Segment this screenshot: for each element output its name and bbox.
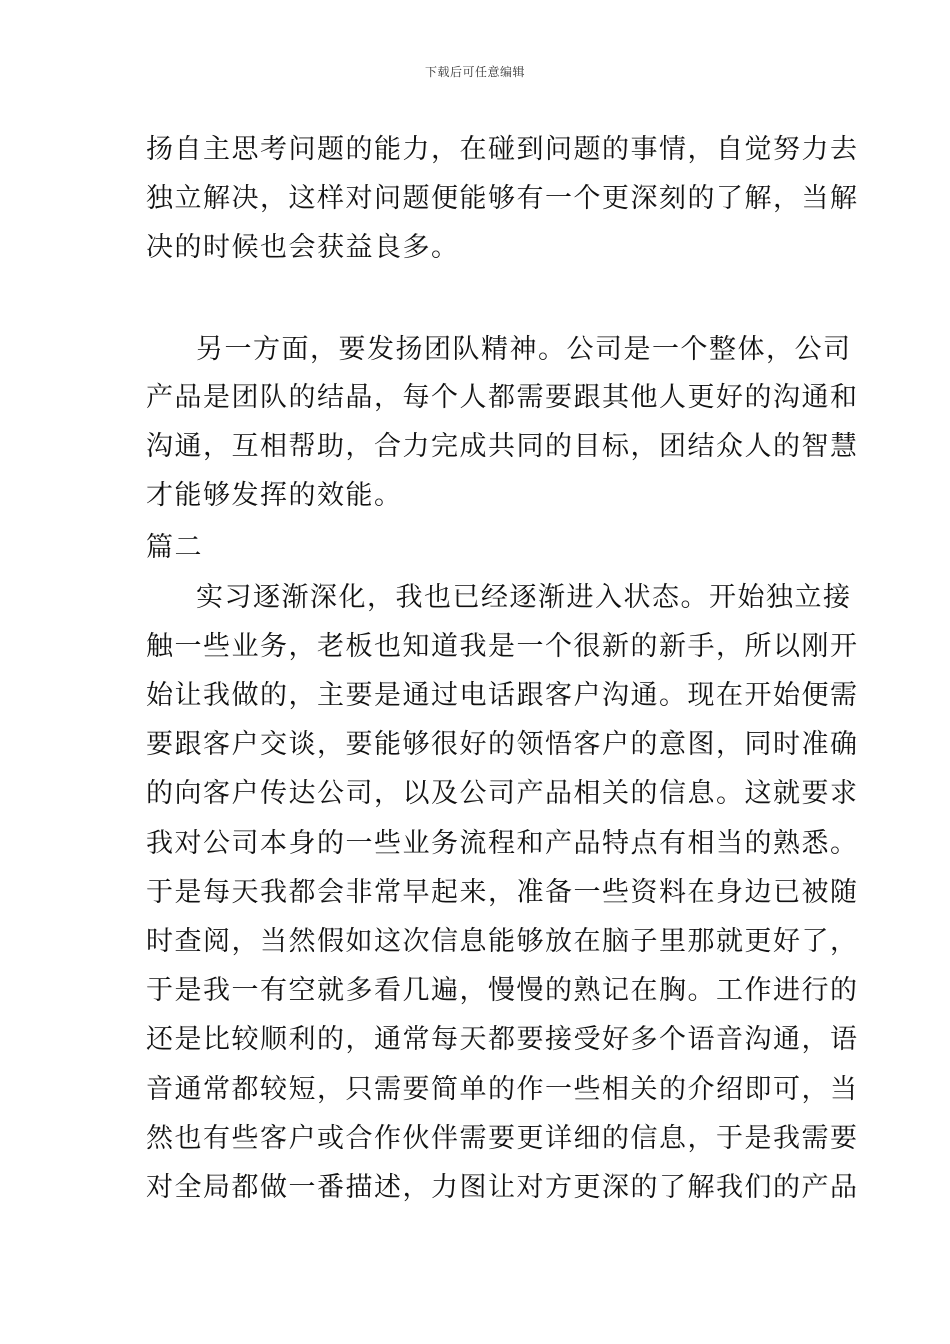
text-line: 决的时候也会获益良多。 [146,232,460,263]
paragraph-first-line: 另一方面，要发扬团队精神。公司是一个整体，公司 [196,334,852,365]
text-line: 于是我一有空就多看几遍，慢慢的熟记在胸。工作进行的 [146,975,859,1006]
page-header: 下载后可任意编辑 [424,65,525,79]
section-heading: 篇二 [146,532,203,563]
text-line: 才能够发挥的效能。 [146,480,403,511]
text-line: 独立解决，这样对问题便能够有一个更深刻的了解，当解 [146,183,859,214]
text-line: 扬自主思考问题的能力，在碰到问题的事情，自觉努力去 [146,134,859,165]
text-line: 还是比较顺利的，通常每天都要接受好多个语音沟通，语 [146,1024,859,1055]
text-line: 音通常都较短，只需要简单的作一些相关的介绍即可，当 [146,1074,859,1105]
text-line: 触一些业务，老板也知道我是一个很新的新手，所以刚开 [146,631,859,662]
text-line: 时查阅，当然假如这次信息能够放在脑子里那就更好了， [146,926,859,957]
text-line: 沟通，互相帮助，合力完成共同的目标，团结众人的智慧 [146,431,859,462]
text-line: 我对公司本身的一些业务流程和产品特点有相当的熟悉。 [146,828,859,859]
text-line: 产品是团队的结晶，每个人都需要跟其他人更好的沟通和 [146,382,859,413]
text-line: 对全局都做一番描述，力图让对方更深的了解我们的产品 [146,1172,859,1203]
text-line: 于是每天我都会非常早起来，准备一些资料在身边已被随 [146,877,859,908]
paragraph-first-line: 实习逐渐深化，我也已经逐渐进入状态。开始独立接 [196,582,852,613]
text-line: 要跟客户交谈，要能够很好的领悟客户的意图，同时准确 [146,729,859,760]
text-line: 的向客户传达公司，以及公司产品相关的信息。这就要求 [146,778,859,809]
text-line: 始让我做的，主要是通过电话跟客户沟通。现在开始便需 [146,680,859,711]
text-line: 然也有些客户或合作伙伴需要更详细的信息，于是我需要 [146,1123,859,1154]
